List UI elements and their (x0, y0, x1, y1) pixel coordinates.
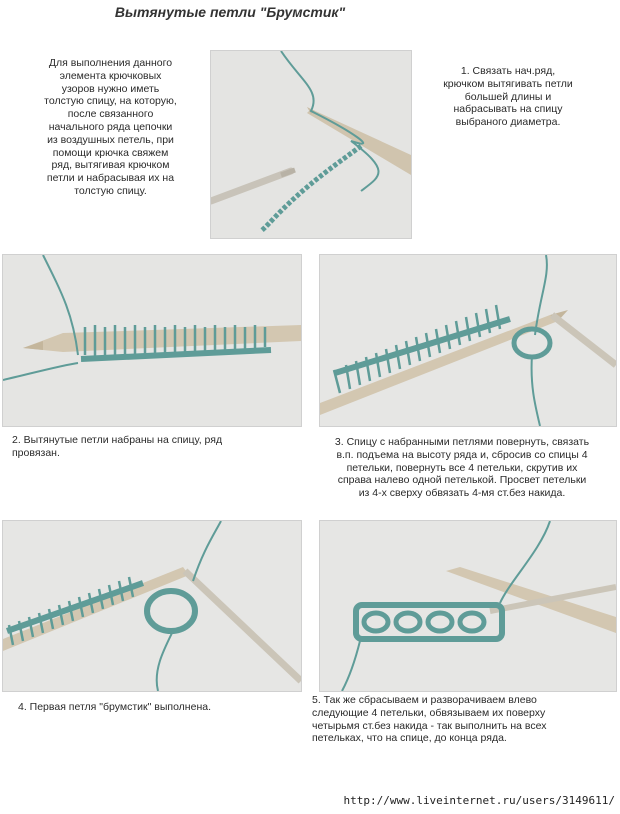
step-1-text: 1. Связать нач.ряд, крючком вытягивать петли большей длины и набрасывать на спицу выбраного диаметра. (443, 65, 573, 129)
step-4-text: 4. Первая петля "брумстик" выполнена. (18, 701, 212, 713)
step-1-photo (210, 50, 412, 239)
source-url: http://www.liveinternet.ru/users/3149611/ (343, 794, 615, 807)
step-3-photo (319, 254, 617, 427)
step-4-photo (2, 520, 302, 692)
step-5-photo (319, 520, 617, 692)
page-title: Вытянутые петли "Брумстик" (114, 4, 346, 20)
step-2-photo (2, 254, 302, 427)
step-5-text: 5. Так же сбрасываем и разворачиваем влево следующие 4 петельки, обвязываем их поверху четырьмя ст.без накида - так выполнить на всех петельках, что на спице, до конца ряда. (312, 694, 547, 745)
step-3-text: 3. Спицу с набранными петлями повернуть, связать в.п. подъема на высоту ряда и, сбросив со спицы 4 петельки, повернуть все 4 петельки, скрутив их справа налево одной петелькой. Просвет петельки из 4-х сверху обвязать 4-мя ст.без накида. (334, 436, 590, 500)
intro-text: Для выполнения данного элемента крючковых узоров нужно иметь толстую спицу, на которую, после связанного начального ряда цепочки из воздушных петель, при помощи крючка свяжем ряд, вытягивая крючком петли и набрасывая их на толстую спицу. (44, 57, 177, 197)
step-2-text: 2. Вытянутые петли набраны на спицу, ряд провязан. (12, 434, 223, 459)
